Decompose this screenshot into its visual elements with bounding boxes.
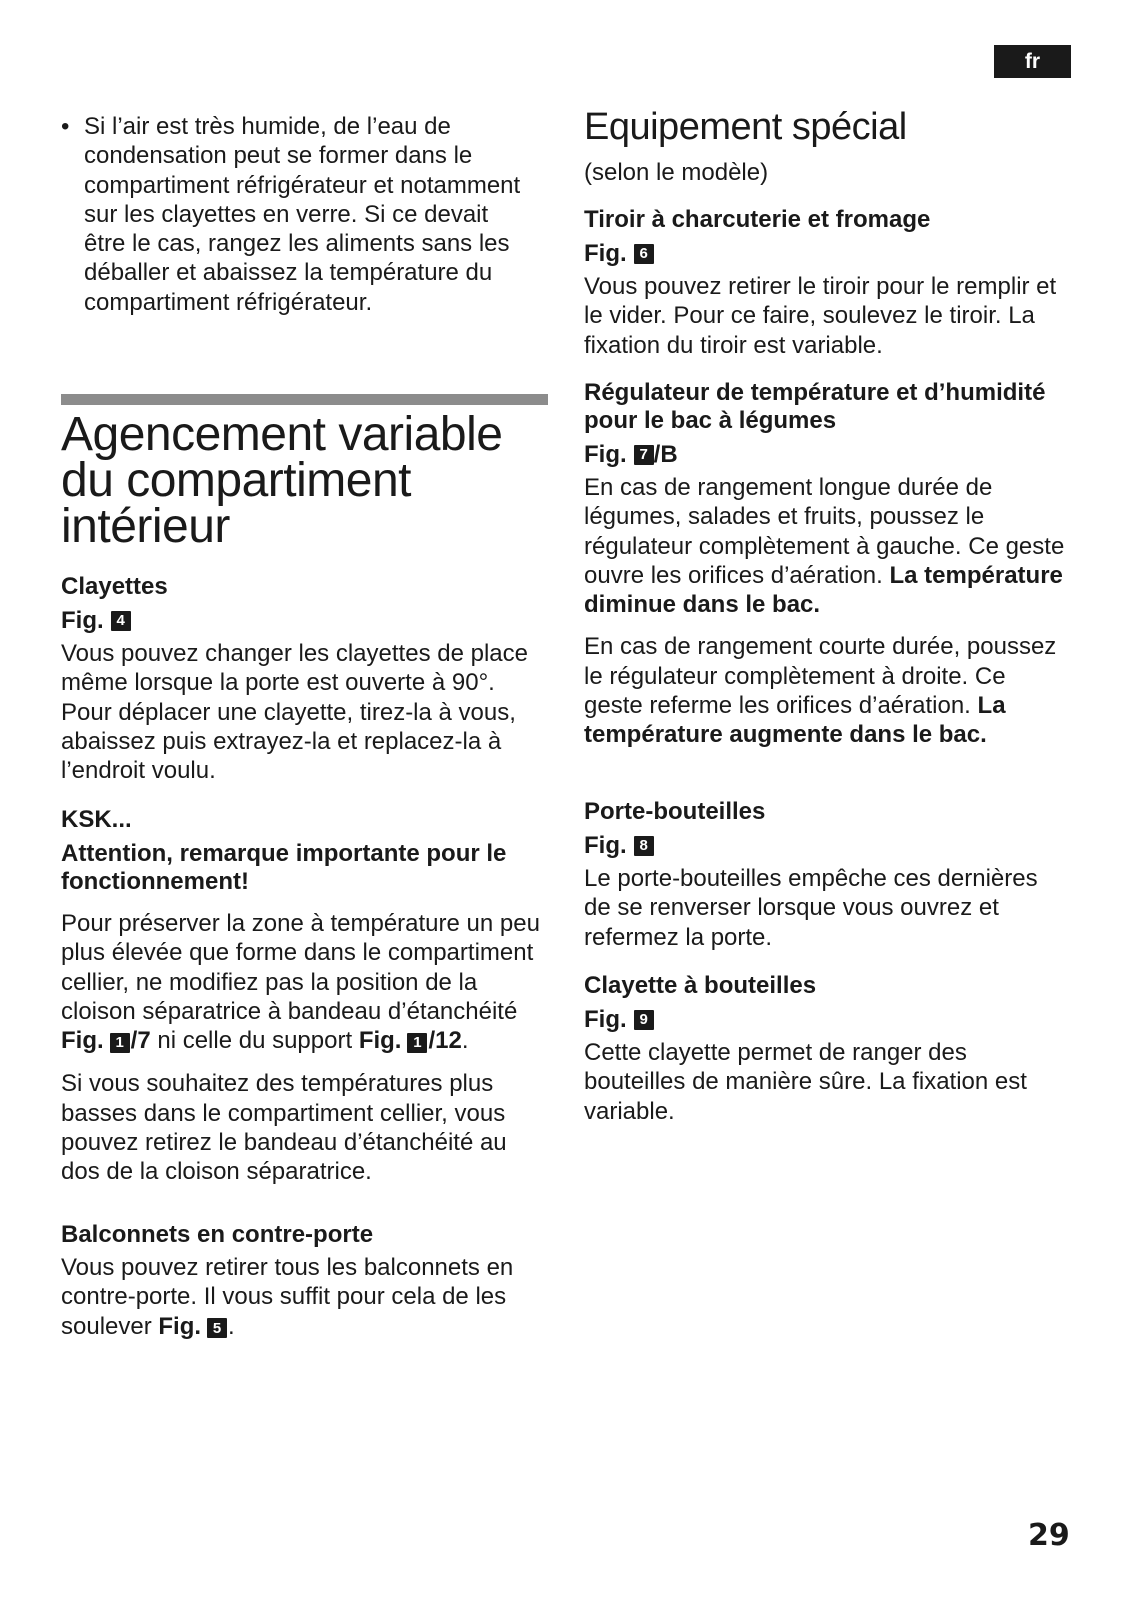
regulateur-p2-bold: La température augmente dans le bac. — [584, 692, 1006, 749]
section-divider — [61, 394, 548, 405]
fig-label: Fig. — [584, 240, 627, 267]
regulateur-title: Régulateur de température et d’humidité pour le bac à légumes — [584, 379, 1046, 434]
porte-bouteilles-section — [584, 798, 1070, 952]
regulateur-paragraph-1 — [584, 473, 1070, 619]
regulateur-p1-bold: La température diminue dans le bac. — [584, 561, 1063, 619]
fig-number-box: 9 — [634, 1010, 654, 1030]
ksk-paragraph-2: Si vous souhaitez des températures plus basses dans le compartiment cellier, vous pouvez retirez le bandeau d’étanchéité au dos de la cloison séparatrice. — [61, 1070, 507, 1186]
balconnets-section — [61, 1221, 549, 1341]
clayette-bouteilles-text: Cette clayette permet de ranger des bouteilles de manière sûre. La fixation est variable. — [584, 1039, 1027, 1125]
porte-bouteilles-text: Le porte-bouteilles empêche ces dernières de se renverser lorsque vous ouvrez et refermez la porte. — [584, 865, 1038, 951]
ksk-title: KSK... — [61, 806, 132, 833]
porte-bouteilles-fig — [584, 832, 1070, 860]
ksk-section — [61, 806, 549, 1187]
equipement-subtitle: (selon le modèle) — [584, 159, 769, 186]
bullet-dot: • — [61, 113, 70, 140]
fig-number-box: 7 — [634, 445, 654, 465]
heading-line-1: Agencement variable — [61, 408, 503, 461]
fig-ref: /B — [653, 441, 678, 468]
clayette-bouteilles-title: Clayette à bouteilles — [584, 972, 817, 999]
porte-bouteilles-title: Porte-bouteilles — [584, 798, 766, 825]
regulateur-section — [584, 379, 1070, 750]
ksk-fig2-ref: /12 — [428, 1027, 462, 1055]
condensation-note — [61, 112, 531, 317]
tiroir-section — [584, 206, 1070, 360]
regulateur-p2-text: En cas de rangement courte durée, poussez le régulateur complètement à droite. Ce geste referme les orifices d’aération. — [584, 633, 1057, 720]
fig-label: Fig. — [584, 441, 627, 468]
ksk-fig-ref: /7 — [130, 1027, 151, 1055]
regulateur-paragraph-2 — [584, 632, 1070, 749]
balconnets-body: Vous pouvez retirer tous les balconnets en contre-porte. Il vous suffit pour cela de les soulever — [61, 1254, 514, 1340]
condensation-text: Si l’air est très humide, de l’eau de condensation peut se former dans le compartiment réfrigérateur et notamment sur les clayettes en verre. Si ce devait être le cas, rangez les aliments sans les déballer et abaissez la température du compartiment réfrigérateur. — [84, 113, 521, 316]
fig-label: Fig. — [61, 607, 104, 634]
ksk-p1-text: Pour préserver la zone à température un peu plus élevée que forme dans le compartiment cellier, ne modifiez pas la position de la cloison séparatrice à bandeau d’étanchéité — [61, 910, 540, 1025]
fig-number-box: 4 — [111, 611, 131, 631]
clayettes-fig — [61, 607, 549, 635]
equipement-heading: Equipement spécial — [584, 106, 907, 148]
equipement-section — [584, 106, 1070, 187]
ksk-attention: Attention, remarque importante pour le fonctionnement! — [61, 840, 507, 895]
clayettes-text: Vous pouvez changer les clayettes de place même lorsque la porte est ouverte à 90°. Pour déplacer une clayette, tirez-la à vous, abaissez puis extrayez-la et replacez-la à l’endroit voulu. — [61, 640, 528, 785]
section-heading-agencement — [61, 408, 549, 553]
language-tab: fr — [994, 45, 1071, 78]
ksk-p1-end: . — [461, 1027, 469, 1055]
regulateur-fig — [584, 441, 1070, 469]
fig-number-box: 1 — [407, 1033, 427, 1053]
clayettes-section — [61, 573, 549, 785]
tiroir-text: Vous pouvez retirer le tiroir pour le remplir et le vider. Pour ce faire, soulevez le tiroir. La fixation du tiroir est variable. — [584, 273, 1057, 359]
fig-label: Fig. — [584, 1006, 627, 1033]
balconnets-end: . — [228, 1312, 235, 1340]
heading-line-3: intérieur — [61, 500, 230, 553]
fig-number-box: 8 — [634, 836, 654, 856]
tiroir-fig — [584, 240, 1070, 268]
ksk-p1-middle: ni celle du support — [150, 1027, 353, 1055]
heading-line-2: du compartiment — [61, 454, 411, 507]
fig-number-box: 5 — [207, 1318, 227, 1338]
clayette-bouteilles-fig — [584, 1006, 1070, 1034]
tiroir-title: Tiroir à charcuterie et fromage — [584, 206, 931, 233]
balconnets-title: Balconnets en contre-porte — [61, 1221, 374, 1248]
ksk-fig2-label: Fig. — [358, 1027, 402, 1055]
fig-number-box: 1 — [110, 1033, 130, 1053]
clayettes-title: Clayettes — [61, 573, 168, 600]
ksk-paragraph-1 — [61, 909, 549, 1055]
fig-label: Fig. — [584, 832, 627, 859]
clayette-bouteilles-section — [584, 972, 1070, 1126]
regulateur-p1-text: En cas de rangement longue durée de légumes, salades et fruits, poussez le régulateur complètement à gauche. Ce geste ouvre les orifices d’aération. — [584, 474, 1065, 589]
balconnets-text — [61, 1253, 549, 1341]
fig-number-box: 6 — [634, 244, 654, 264]
ksk-fig-label: Fig. — [61, 1027, 104, 1055]
page-number: 29 — [1028, 1518, 1070, 1553]
balconnets-fig-label: Fig. — [158, 1312, 202, 1340]
